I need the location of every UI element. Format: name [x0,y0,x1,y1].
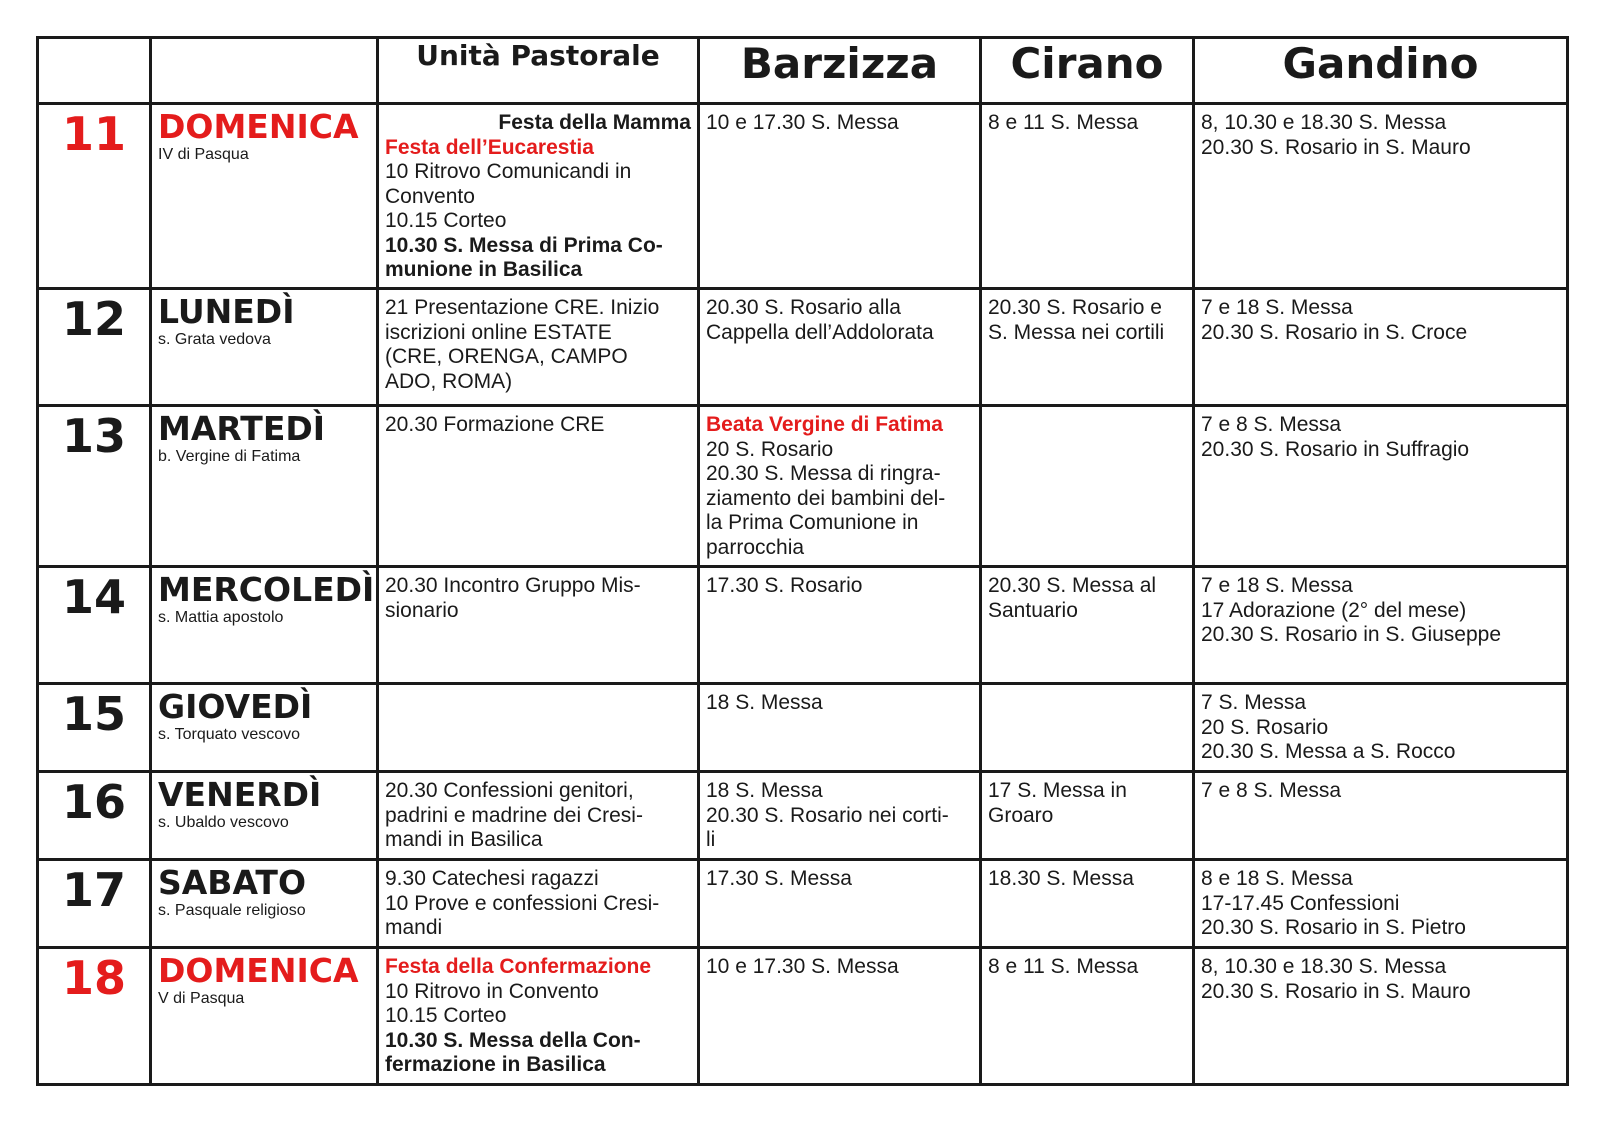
day-name: MARTEDÌ [158,409,326,448]
unita-pastorale-cell [378,104,699,289]
day-name: VENERDÌ [158,775,322,814]
event-line: 7 e 8 S. Messa [1201,779,1342,802]
event-line: iscrizioni online ESTATE [385,320,612,344]
day-saint: IV di Pasqua [158,146,249,163]
day-cell [151,567,378,684]
day-row [38,772,1568,860]
gandino-cell [1194,772,1568,860]
event-line: 20.30 Incontro Gruppo Mis- [385,574,641,597]
header-gandino: Gandino [1194,38,1568,104]
unita-pastorale-cell [378,567,699,684]
barzizza-cell [699,104,981,289]
event-line: 20.30 S. Messa al [988,574,1157,597]
cirano-cell [981,684,1194,772]
day-row [38,104,1568,289]
event-line: 20.30 S. Rosario in S. Pietro [1201,916,1466,939]
event-line: 20.30 S. Rosario alla [706,296,901,319]
day-row [38,860,1568,948]
day-name: DOMENICA [158,951,359,990]
day-saint: b. Vergine di Fatima [158,448,301,465]
gandino-cell [1194,948,1568,1085]
event-line: 18.30 S. Messa [988,867,1134,890]
day-saint: s. Grata vedova [158,331,271,348]
barzizza-cell [699,406,981,567]
day-row [38,567,1568,684]
event-line: 18 S. Messa [706,779,823,802]
event-line: Cappella dell’Addolorata [706,320,934,344]
day-cell [151,406,378,567]
day-name: GIOVEDÌ [158,687,313,726]
day-number: 14 [38,567,151,684]
event-line: Beata Vergine di Fatima [706,413,943,436]
day-number: 18 [38,948,151,1085]
event-line: mandi in Basilica [385,828,543,851]
weekly-schedule-table [36,36,1569,1086]
gandino-cell [1194,289,1568,406]
gandino-cell [1194,104,1568,289]
event-line: 20.30 S. Rosario in S. Mauro [1201,135,1471,159]
day-cell [151,948,378,1085]
header-barzizza: Barzizza [699,38,981,104]
day-cell [151,104,378,289]
cirano-cell [981,948,1194,1085]
day-number: 17 [38,860,151,948]
event-line: 8 e 18 S. Messa [1201,867,1353,890]
event-line: 10.30 S. Messa di Prima Co- [385,233,663,257]
event-line: 17.30 S. Rosario [706,574,863,597]
cirano-cell [981,860,1194,948]
event-line: (CRE, ORENGA, CAMPO [385,345,628,368]
day-saint: s. Pasquale religioso [158,902,306,919]
day-cell [151,772,378,860]
event-line: sionario [385,598,459,622]
barzizza-cell [699,684,981,772]
day-number: 16 [38,772,151,860]
event-line: padrini e madrine dei Cresi- [385,803,643,827]
event-line: ziamento dei bambini del- [706,486,946,510]
event-line: Festa della Confermazione [385,955,652,978]
day-number: 15 [38,684,151,772]
event-line: 21 Presentazione CRE. Inizio [385,296,660,319]
event-line: 10.15 Corteo [385,1004,507,1027]
gandino-cell [1194,860,1568,948]
barzizza-cell [699,948,981,1085]
event-line: 17-17.45 Confessioni [1201,891,1400,915]
event-line: 17.30 S. Messa [706,867,852,890]
event-line: 7 e 18 S. Messa [1201,574,1353,597]
unita-pastorale-cell [378,684,699,772]
event-line: fermazione in Basilica [385,1053,606,1076]
event-line: 10 Ritrovo Comunicandi in [385,160,632,183]
event-line: 10 e 17.30 S. Messa [706,955,899,978]
header-cirano: Cirano [981,38,1194,104]
event-line: 7 S. Messa [1201,691,1307,714]
header-unita-pastorale: Unità Pastorale [378,38,699,104]
event-line: 7 e 18 S. Messa [1201,296,1353,319]
day-number: 11 [38,104,151,289]
event-line: 8, 10.30 e 18.30 S. Messa [1201,111,1447,134]
event-line: munione in Basilica [385,258,583,281]
day-row [38,684,1568,772]
barzizza-cell [699,567,981,684]
day-row [38,948,1568,1085]
event-line: Festa dell’Eucarestia [385,135,594,159]
event-line: Convento [385,184,475,208]
event-line: Festa della Mamma [498,111,691,134]
day-saint: s. Mattia apostolo [158,609,284,626]
event-line: Santuario [988,598,1078,622]
event-line: S. Messa nei cortili [988,320,1165,344]
event-line: la Prima Comunione in [706,511,919,534]
event-line: 18 S. Messa [706,691,823,714]
unita-pastorale-cell [378,948,699,1085]
header-empty-day [151,38,378,104]
event-line: ADO, ROMA) [385,369,513,393]
day-name: MERCOLEDÌ [158,570,375,609]
day-saint: s. Torquato vescovo [158,726,301,743]
cirano-cell [981,567,1194,684]
event-line: 20.30 S. Rosario in Suffragio [1201,437,1470,461]
day-cell [151,684,378,772]
event-line: 20.30 Confessioni genitori, [385,779,634,802]
unita-pastorale-cell [378,860,699,948]
day-row [38,406,1568,567]
event-line: 20.30 S. Rosario in S. Mauro [1201,979,1471,1003]
barzizza-cell [699,289,981,406]
header-row [38,38,1568,104]
event-line: 10 Ritrovo in Convento [385,979,599,1003]
event-line: 20 S. Rosario [1201,715,1329,739]
event-line: 10.15 Corteo [385,209,507,232]
cirano-cell [981,289,1194,406]
cirano-cell [981,104,1194,289]
event-line: 20.30 Formazione CRE [385,413,605,436]
event-line: 20.30 S. Rosario nei corti- [706,803,949,827]
day-number: 12 [38,289,151,406]
event-line: 8 e 11 S. Messa [988,955,1139,978]
day-cell [151,289,378,406]
unita-pastorale-cell [378,289,699,406]
day-row [38,289,1568,406]
event-line: 20.30 S. Messa di ringra- [706,462,941,485]
event-line: 17 Adorazione (2° del mese) [1201,598,1467,622]
event-line: 7 e 8 S. Messa [1201,413,1342,436]
event-line: 20.30 S. Messa a S. Rocco [1201,740,1456,763]
event-line: parrocchia [706,535,805,559]
day-cell [151,860,378,948]
unita-pastorale-cell [378,772,699,860]
day-number: 13 [38,406,151,567]
cirano-cell [981,406,1194,567]
day-saint: s. Ubaldo vescovo [158,814,289,831]
event-line: 8 e 11 S. Messa [988,111,1139,134]
barzizza-cell [699,772,981,860]
day-saint: V di Pasqua [158,990,245,1007]
cirano-cell [981,772,1194,860]
gandino-cell [1194,684,1568,772]
barzizza-cell [699,860,981,948]
event-line: 20.30 S. Rosario in S. Giuseppe [1201,623,1502,646]
unita-pastorale-cell [378,406,699,567]
event-line: 17 S. Messa in [988,779,1127,802]
event-line: 8, 10.30 e 18.30 S. Messa [1201,955,1447,978]
gandino-cell [1194,406,1568,567]
event-line: 20.30 S. Rosario e [988,296,1162,319]
day-name: SABATO [158,863,307,902]
gandino-cell [1194,567,1568,684]
event-line: li [706,828,716,851]
header-empty-num [38,38,151,104]
event-line: 10 e 17.30 S. Messa [706,111,899,134]
event-line: 10 Prove e confessioni Cresi- [385,891,660,915]
event-line: 9.30 Catechesi ragazzi [385,867,599,890]
event-line: 20 S. Rosario [706,437,834,461]
event-line: Groaro [988,803,1054,827]
event-line: 20.30 S. Rosario in S. Croce [1201,320,1468,344]
day-name: LUNEDÌ [158,292,295,331]
event-line: mandi [385,916,443,939]
day-name: DOMENICA [158,107,359,146]
event-line: 10.30 S. Messa della Con- [385,1028,641,1052]
